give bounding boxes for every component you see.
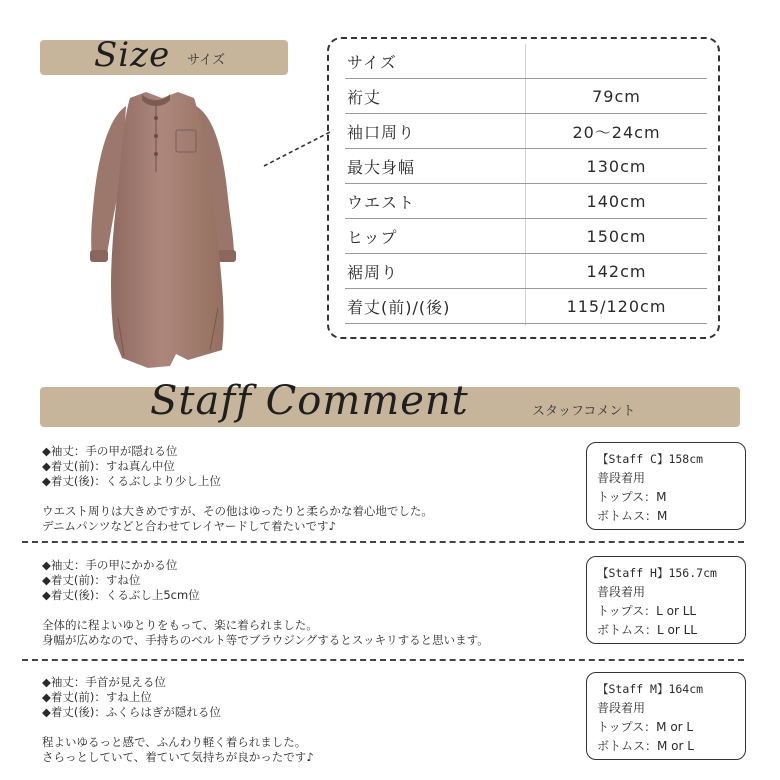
staff-info-box <box>586 556 746 644</box>
staff-info-box <box>586 442 746 530</box>
staff-bottoms: ボトムス：M <box>597 509 668 523</box>
size-row <box>345 79 707 114</box>
comment-line: デニムパンツなどと合わせてレイヤードして着たいです♪ <box>42 519 336 533</box>
size-row-label: ヒップ <box>347 227 398 247</box>
staff-usual-label: 普段着用 <box>597 585 646 599</box>
staff-tops: トップス：L or LL <box>597 604 697 618</box>
size-row-label: 着丈(前)/(後) <box>347 297 451 317</box>
size-kana-title: サイズ <box>187 53 225 68</box>
comment-line: ウエスト周りは大きめですが、その他はゆったりと柔らかな着心地でした。 <box>42 504 433 518</box>
size-row-value: 140cm <box>586 191 647 211</box>
staff-bottoms: ボトムス：M or L <box>597 739 694 753</box>
section-divider <box>22 541 744 543</box>
size-row-label: サイズ <box>347 52 397 72</box>
size-row <box>345 184 707 219</box>
size-row-value: 20～24cm <box>572 122 661 142</box>
dress-image <box>78 88 248 370</box>
staff-usual-label: 普段着用 <box>597 471 646 485</box>
comment-line: ◆着丈(前)：すね真ん中位 <box>42 459 175 473</box>
staff-tops: トップス：M <box>597 490 667 504</box>
size-row-label: 最大身幅 <box>347 157 416 177</box>
size-script-title: Size <box>94 35 171 75</box>
size-row-label: 袖口周り <box>347 122 416 142</box>
comment-line: 身幅が広めなので、手持ちのベルト等でブラウジングするとスッキリすると思います。 <box>42 633 489 647</box>
staff-name: 【Staff H】156.7cm <box>597 566 717 580</box>
comment-line: ◆着丈(前)：すね位 <box>42 573 141 587</box>
comment-line: ◆着丈(前)：すね上位 <box>42 690 152 704</box>
size-row <box>345 254 707 289</box>
comment-line: さらっとしていて、着ていて気持ちが良かったです♪ <box>42 750 314 764</box>
size-row <box>345 289 707 324</box>
staff-usual-label: 普段着用 <box>597 701 646 715</box>
size-row-value: 142cm <box>586 261 647 281</box>
staff-info-box <box>586 672 746 760</box>
staff-name: 【Staff C】158cm <box>597 452 704 466</box>
size-row <box>345 219 707 254</box>
size-row <box>345 149 707 184</box>
staff-bottoms: ボトムス：L or LL <box>597 623 697 637</box>
comment-line: ◆着丈(後)：くるぶしより少し上位 <box>42 474 221 488</box>
size-row-label: ウエスト <box>347 192 416 212</box>
comment-line: ◆袖丈：手の甲にかかる位 <box>42 558 178 572</box>
staff-comment-text <box>42 558 489 648</box>
size-row <box>345 44 707 79</box>
staff-comment-text <box>42 444 433 534</box>
size-row-value: 150cm <box>586 226 647 246</box>
size-row-label: 裄丈 <box>347 87 382 107</box>
size-row-value: 79cm <box>592 86 641 106</box>
section-divider <box>22 659 744 661</box>
size-row-label: 裾周り <box>347 262 399 282</box>
staff-tops: トップス：M or L <box>597 720 694 734</box>
comment-line: ◆袖丈：手の甲が隠れる位 <box>42 444 178 458</box>
size-row <box>345 114 707 149</box>
comment-line: ◆着丈(後)：ふくらはぎが隠れる位 <box>42 705 221 719</box>
size-table <box>345 44 707 324</box>
comment-line: 全体的に程よいゆとりをもって、楽に着られました。 <box>42 618 318 632</box>
staff-kana-title: スタッフコメント <box>532 404 636 419</box>
staff-name: 【Staff M】164cm <box>597 682 704 696</box>
size-row-value: 115/120cm <box>566 296 667 316</box>
comment-line: ◆着丈(後)：くるぶし上5cm位 <box>42 588 200 602</box>
comment-line: 程よいゆるっと感で、ふんわり軽く着られました。 <box>42 735 307 749</box>
dashed-connector <box>262 128 334 170</box>
staff-script-title: Staff Comment <box>150 378 469 424</box>
comment-line: ◆袖丈：手首が見える位 <box>42 675 166 689</box>
size-row-value: 130cm <box>586 156 647 176</box>
staff-comment-text <box>42 675 314 765</box>
